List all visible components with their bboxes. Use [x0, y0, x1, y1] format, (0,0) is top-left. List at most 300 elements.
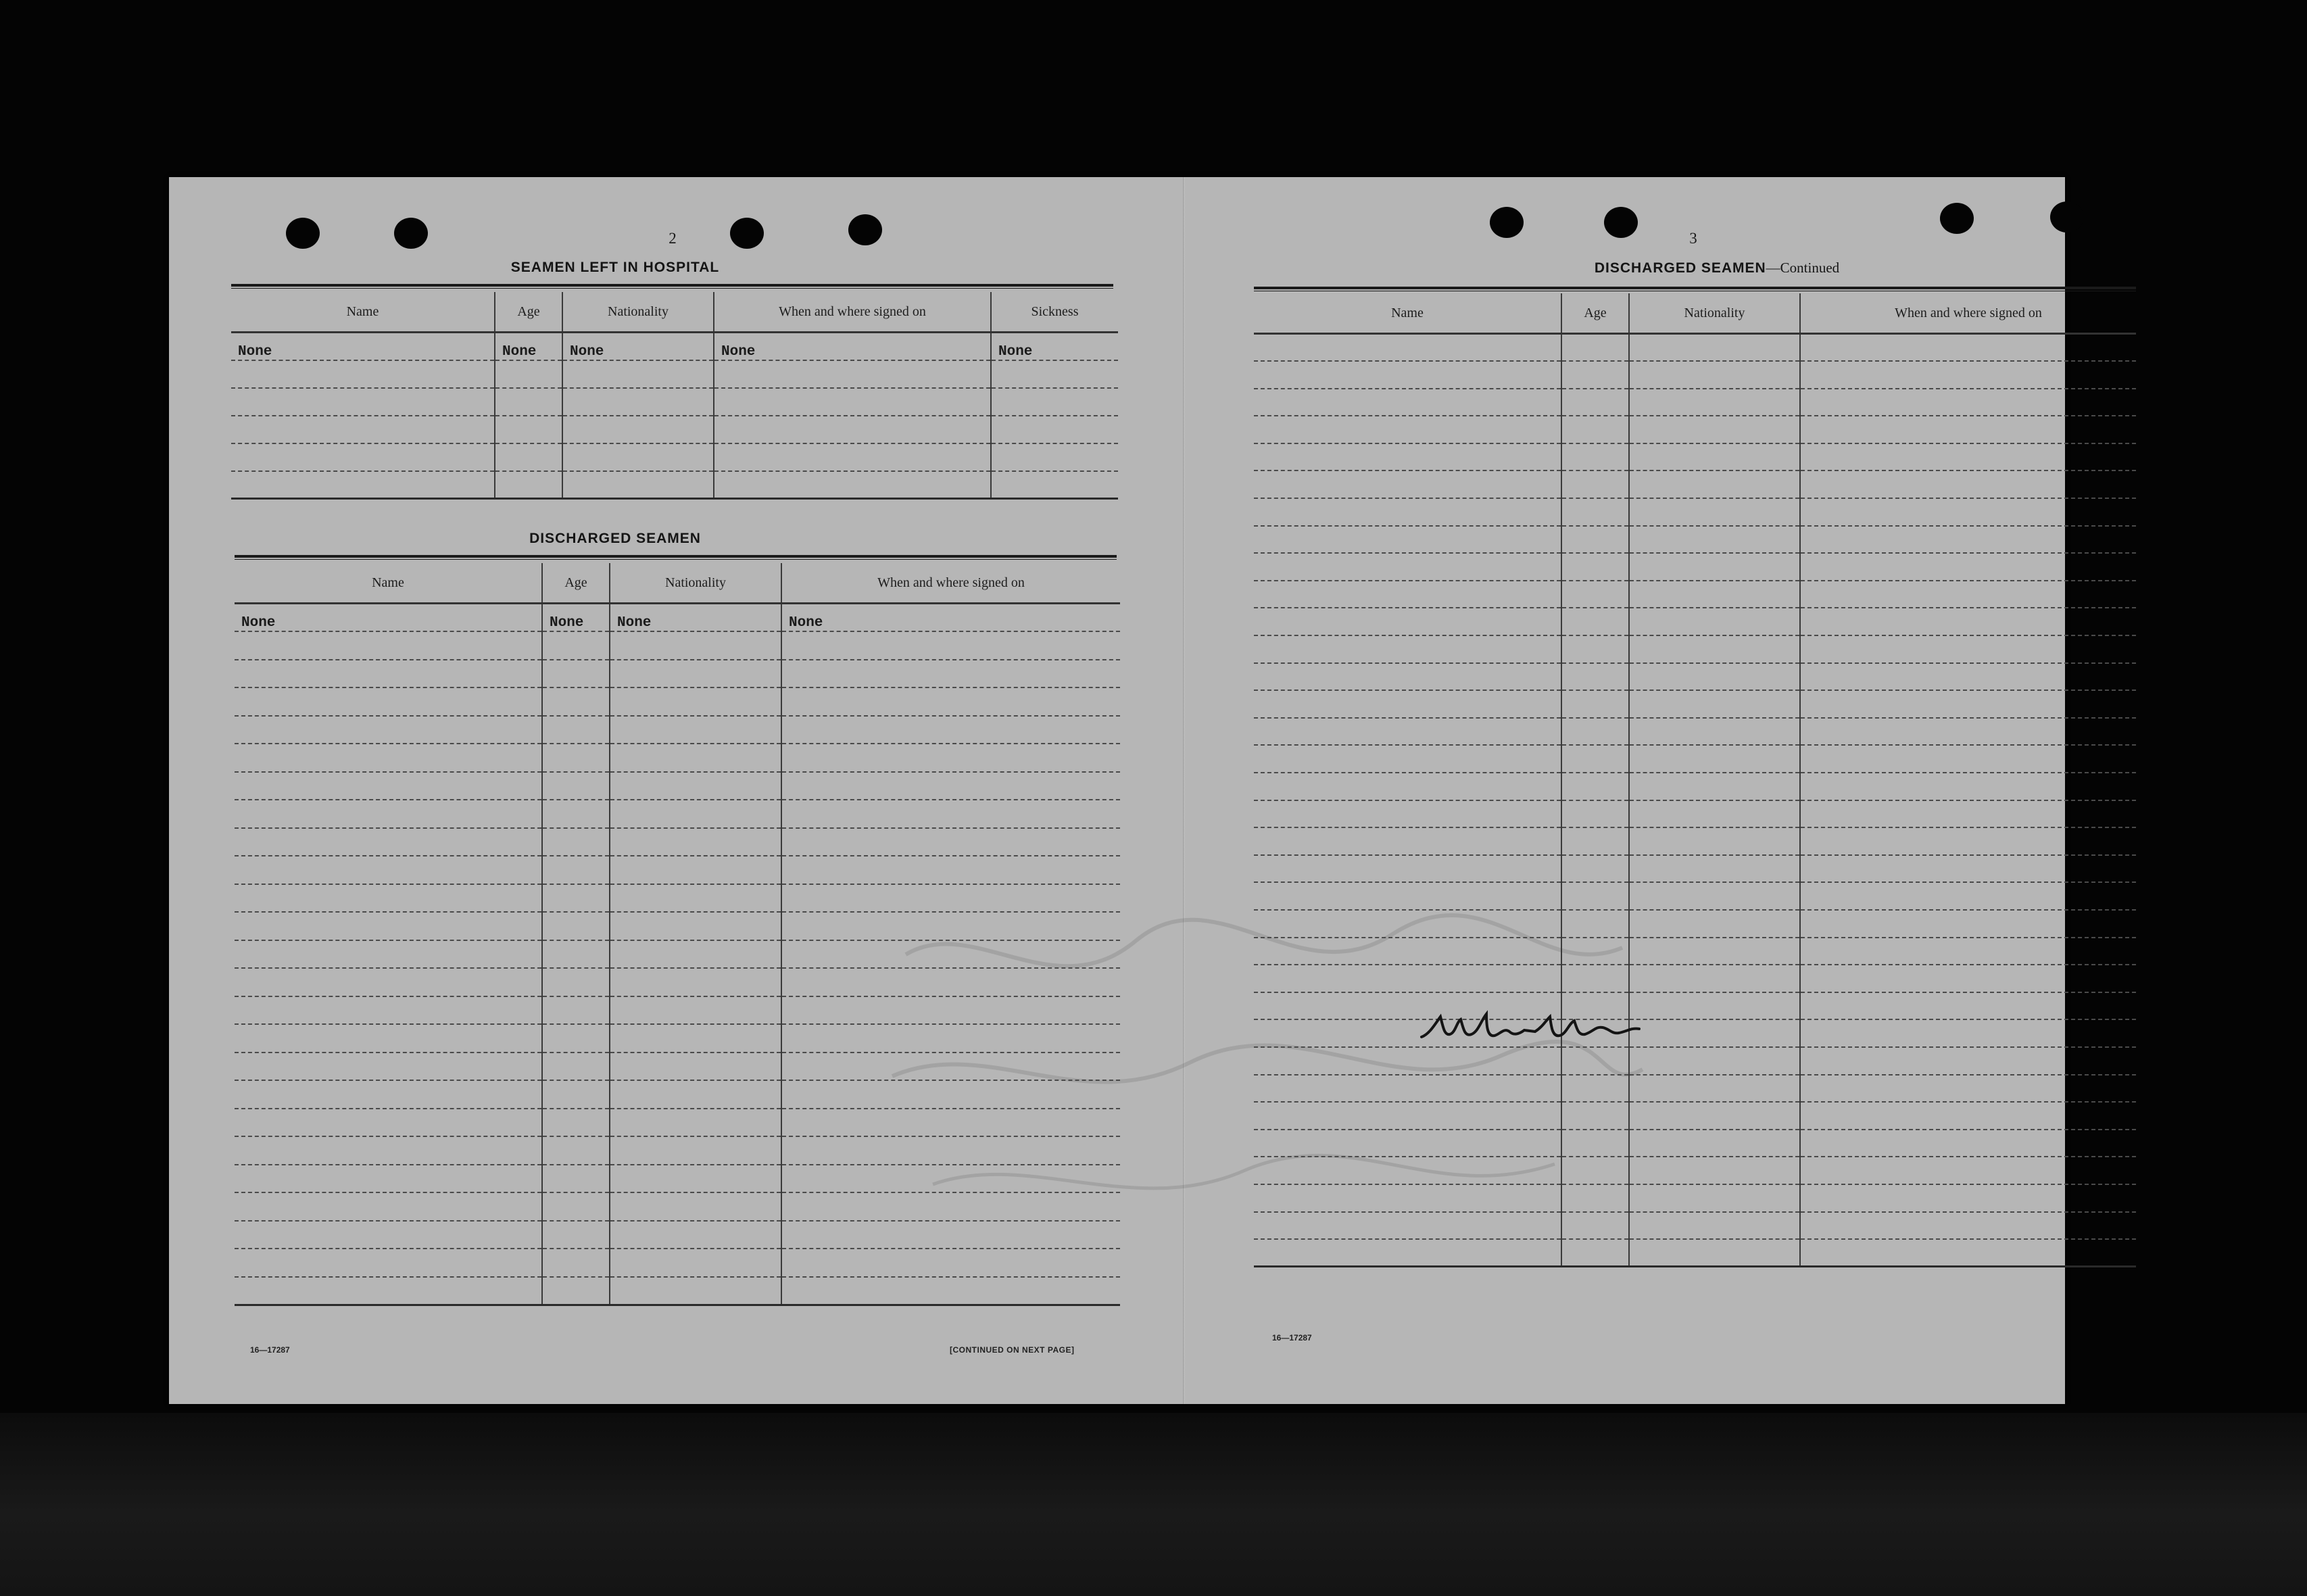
continued-cell: [1800, 1184, 2136, 1212]
continued-row: [1254, 498, 2136, 526]
discharged-cell: [610, 1080, 781, 1109]
punch-hole: [848, 214, 882, 245]
continued-row: [1254, 470, 2136, 498]
continued-cell: [1629, 690, 1800, 718]
hospital-cell: [714, 471, 991, 499]
continued-row: [1254, 992, 2136, 1020]
discharged-row: [235, 1221, 1120, 1249]
continued-cell: [1629, 361, 1800, 389]
discharged-cell: [610, 1109, 781, 1137]
continued-cell: [1800, 800, 2136, 828]
continued-cell: [1629, 910, 1800, 938]
hospital-cell: [495, 471, 562, 499]
continued-cell: [1629, 553, 1800, 581]
discharged-section-title: DISCHARGED SEAMEN: [529, 531, 701, 546]
continued-row: [1254, 608, 2136, 635]
discharged-cell: [235, 940, 542, 969]
continued-cell: [1254, 745, 1561, 773]
continued-cell: [1561, 773, 1629, 800]
continued-cell: [1254, 608, 1561, 635]
punch-hole: [286, 218, 320, 249]
continued-cell: [1800, 690, 2136, 718]
hospital-cell: [562, 443, 714, 471]
discharged-cell: [610, 687, 781, 716]
continued-cell: [1254, 526, 1561, 554]
hospital-table: [231, 292, 1118, 500]
continued-cell: [1254, 1184, 1561, 1212]
continued-cell: [1800, 416, 2136, 443]
continued-cell: [1800, 1130, 2136, 1157]
discharged-cell: [781, 1053, 1120, 1081]
discharged-cell: [542, 1080, 610, 1109]
continued-note: [CONTINUED ON NEXT PAGE]: [950, 1345, 1075, 1355]
continued-cell: [1561, 855, 1629, 883]
continued-cell: [1561, 581, 1629, 608]
continued-cell: [1800, 1157, 2136, 1184]
continued-row: [1254, 635, 2136, 663]
discharged-row: [235, 968, 1120, 996]
continued-section-title: [1453, 260, 1981, 276]
continued-cell: [1629, 1157, 1800, 1184]
hospital-cell: [495, 360, 562, 388]
hospital-cell: [714, 360, 991, 388]
continued-cell: [1629, 827, 1800, 855]
hospital-header: Nationality: [562, 292, 714, 333]
continued-cell: [1561, 718, 1629, 746]
continued-cell: [1254, 553, 1561, 581]
continued-cell: [1800, 1047, 2136, 1075]
continued-cell: [1629, 1075, 1800, 1103]
discharged-cell: [542, 1109, 610, 1137]
discharged-row: [235, 940, 1120, 969]
document-sheet: [169, 177, 2065, 1404]
discharged-row: [235, 1053, 1120, 1081]
discharged-cell: [542, 856, 610, 884]
discharged-cell: [610, 856, 781, 884]
continued-cell: [1254, 1157, 1561, 1184]
discharged-cell: [235, 1024, 542, 1053]
continued-cell: [1561, 608, 1629, 635]
continued-cell: [1561, 334, 1629, 362]
discharged-cell: None: [235, 604, 542, 632]
continued-row: [1254, 965, 2136, 992]
continued-cell: [1254, 663, 1561, 691]
continued-cell: [1629, 773, 1800, 800]
discharged-cell: [781, 1249, 1120, 1277]
continued-cell: [1629, 800, 1800, 828]
continued-cell: [1561, 910, 1629, 938]
continued-cell: [1629, 498, 1800, 526]
continued-cell: [1800, 965, 2136, 992]
continued-top-rule: [1254, 287, 2136, 291]
hospital-cell: [562, 388, 714, 416]
discharged-cell: [781, 1024, 1120, 1053]
continued-cell: [1561, 416, 1629, 443]
continued-row: [1254, 526, 2136, 554]
continued-row: [1254, 1075, 2136, 1103]
continued-row: [1254, 1130, 2136, 1157]
discharged-cell: [781, 1165, 1120, 1193]
continued-cell: [1561, 800, 1629, 828]
continued-cell: [1629, 1212, 1800, 1240]
continued-cell: [1629, 1130, 1800, 1157]
hospital-cell: [231, 471, 495, 499]
continued-row: [1254, 938, 2136, 965]
discharged-cell: [235, 996, 542, 1025]
discharged-cell: [542, 772, 610, 800]
discharged-cell: [235, 912, 542, 940]
discharged-cell: [235, 1136, 542, 1165]
continued-row: [1254, 663, 2136, 691]
continued-cell: [1629, 1184, 1800, 1212]
continued-cell: [1561, 663, 1629, 691]
continued-cell: [1800, 1212, 2136, 1240]
continued-cell: [1254, 1212, 1561, 1240]
continued-row: [1254, 581, 2136, 608]
continued-cell: [1561, 526, 1629, 554]
punch-hole: [1490, 207, 1524, 238]
hospital-cell: [562, 471, 714, 499]
continued-cell: [1254, 498, 1561, 526]
continued-cell: [1629, 1102, 1800, 1130]
continued-cell: [1561, 470, 1629, 498]
discharged-header: Name: [235, 563, 542, 604]
discharged-cell: [781, 660, 1120, 688]
discharged-cell: [610, 1053, 781, 1081]
discharged-cell: [235, 716, 542, 744]
continued-cell: [1629, 526, 1800, 554]
continued-row: [1254, 910, 2136, 938]
continued-cell: [1800, 773, 2136, 800]
discharged-cell: [542, 1024, 610, 1053]
discharged-cell: [542, 828, 610, 856]
discharged-cell: [542, 1165, 610, 1193]
continued-title-main: DISCHARGED SEAMEN: [1594, 260, 1766, 276]
discharged-row: [235, 716, 1120, 744]
continued-cell: [1254, 470, 1561, 498]
discharged-row: [235, 1277, 1120, 1305]
discharged-row: [235, 1136, 1120, 1165]
continued-cell: [1561, 938, 1629, 965]
continued-cell: [1254, 827, 1561, 855]
discharged-cell: [610, 828, 781, 856]
discharged-cell: [610, 940, 781, 969]
continued-cell: [1254, 581, 1561, 608]
continued-cell: [1254, 1130, 1561, 1157]
continued-cell: [1561, 745, 1629, 773]
hospital-row: [231, 333, 1118, 360]
discharged-row: [235, 604, 1120, 632]
discharged-cell: [542, 687, 610, 716]
discharged-header: Nationality: [610, 563, 781, 604]
hospital-row: [231, 388, 1118, 416]
continued-cell: [1561, 635, 1629, 663]
continued-cell: [1561, 498, 1629, 526]
discharged-cell: [610, 884, 781, 913]
punch-hole: [1604, 207, 1638, 238]
continued-cell: [1800, 1075, 2136, 1103]
continued-header: When and where signed on: [1800, 293, 2136, 334]
continued-header: Nationality: [1629, 293, 1800, 334]
discharged-cell: [610, 631, 781, 660]
page-number-left: 2: [669, 230, 677, 247]
continued-row: [1254, 745, 2136, 773]
hospital-cell: None: [562, 333, 714, 360]
discharged-cell: [781, 884, 1120, 913]
continued-cell: [1254, 690, 1561, 718]
discharged-cell: [542, 631, 610, 660]
discharged-cell: [235, 1109, 542, 1137]
hospital-row: [231, 416, 1118, 443]
discharged-cell: [542, 968, 610, 996]
continued-cell: [1800, 745, 2136, 773]
discharged-row: [235, 1165, 1120, 1193]
discharged-cell: [235, 631, 542, 660]
discharged-cell: [235, 1080, 542, 1109]
continued-cell: [1629, 938, 1800, 965]
form-code-right: 16—17287: [1272, 1333, 1312, 1343]
continued-row: [1254, 1157, 2136, 1184]
discharged-cell: [781, 1277, 1120, 1305]
discharged-row: [235, 772, 1120, 800]
continued-row: [1254, 1102, 2136, 1130]
discharged-cell: [235, 1165, 542, 1193]
continued-cell: [1800, 635, 2136, 663]
discharged-cell: [542, 1249, 610, 1277]
continued-cell: [1561, 1047, 1629, 1075]
discharged-row: [235, 828, 1120, 856]
discharged-cell: [235, 660, 542, 688]
hospital-cell: [562, 360, 714, 388]
discharged-cell: [781, 716, 1120, 744]
discharged-cell: [610, 744, 781, 772]
continued-cell: [1629, 718, 1800, 746]
continued-cell: [1800, 608, 2136, 635]
hospital-cell: [991, 471, 1118, 499]
continued-cell: [1561, 361, 1629, 389]
continued-cell: [1629, 882, 1800, 910]
hospital-row: [231, 443, 1118, 471]
discharged-cell: [542, 716, 610, 744]
hospital-cell: [991, 360, 1118, 388]
discharged-cell: [610, 1024, 781, 1053]
continued-cell: [1629, 334, 1800, 362]
continued-cell: [1629, 416, 1800, 443]
discharged-row: [235, 884, 1120, 913]
discharged-cell: [781, 856, 1120, 884]
hospital-cell: [231, 360, 495, 388]
continued-cell: [1800, 553, 2136, 581]
discharged-row: [235, 912, 1120, 940]
continued-table: [1254, 293, 2136, 1267]
hospital-cell: [495, 443, 562, 471]
continued-row: [1254, 334, 2136, 362]
continued-cell: [1561, 1157, 1629, 1184]
continued-cell: [1254, 334, 1561, 362]
continued-cell: [1629, 581, 1800, 608]
hospital-cell: [231, 388, 495, 416]
continued-cell: [1561, 827, 1629, 855]
continued-cell: [1254, 361, 1561, 389]
discharged-cell: [542, 1136, 610, 1165]
continued-cell: [1561, 965, 1629, 992]
continued-row: [1254, 1047, 2136, 1075]
discharged-cell: [781, 968, 1120, 996]
discharged-row: [235, 631, 1120, 660]
discharged-cell: [781, 1192, 1120, 1221]
continued-cell: [1561, 1075, 1629, 1103]
discharged-cell: None: [610, 604, 781, 632]
continued-row: [1254, 1239, 2136, 1267]
discharged-header: Age: [542, 563, 610, 604]
punch-hole: [730, 218, 764, 249]
hospital-cell: [231, 416, 495, 443]
discharged-cell: [610, 1277, 781, 1305]
discharged-cell: [542, 800, 610, 828]
continued-cell: [1561, 389, 1629, 416]
discharged-table: [235, 563, 1120, 1306]
discharged-cell: [235, 1192, 542, 1221]
continued-cell: [1561, 553, 1629, 581]
discharged-cell: [542, 1192, 610, 1221]
continued-cell: [1254, 1102, 1561, 1130]
discharged-cell: [781, 1221, 1120, 1249]
hospital-cell: [991, 443, 1118, 471]
discharged-cell: [610, 996, 781, 1025]
continued-cell: [1800, 663, 2136, 691]
continued-cell: [1800, 1019, 2136, 1047]
continued-cell: [1254, 443, 1561, 471]
continued-cell: [1629, 1019, 1800, 1047]
continued-row: [1254, 1019, 2136, 1047]
continued-cell: [1800, 855, 2136, 883]
discharged-cell: [542, 940, 610, 969]
continued-row: [1254, 800, 2136, 828]
discharged-cell: [235, 1277, 542, 1305]
discharged-row: [235, 1080, 1120, 1109]
continued-row: [1254, 690, 2136, 718]
discharged-top-rule: [235, 555, 1117, 560]
continued-cell: [1800, 938, 2136, 965]
discharged-row: [235, 1024, 1120, 1053]
continued-cell: [1629, 965, 1800, 992]
continued-row: [1254, 416, 2136, 443]
continued-cell: [1254, 1075, 1561, 1103]
hospital-header: Age: [495, 292, 562, 333]
hospital-cell: [231, 443, 495, 471]
discharged-cell: [610, 660, 781, 688]
discharged-cell: [542, 996, 610, 1025]
continued-cell: [1254, 416, 1561, 443]
punch-hole: [2050, 201, 2084, 233]
continued-cell: [1629, 1239, 1800, 1267]
discharged-row: [235, 800, 1120, 828]
hospital-header: Name: [231, 292, 495, 333]
discharged-cell: [781, 687, 1120, 716]
hospital-cell: [562, 416, 714, 443]
continued-cell: [1629, 608, 1800, 635]
page-number-right: 3: [1689, 230, 1697, 247]
continued-title-suffix: —Continued: [1766, 260, 1840, 276]
continued-row: [1254, 1184, 2136, 1212]
continued-cell: [1800, 882, 2136, 910]
continued-cell: [1629, 855, 1800, 883]
continued-cell: [1800, 1102, 2136, 1130]
discharged-cell: [235, 968, 542, 996]
continued-cell: [1800, 1239, 2136, 1267]
hospital-cell: [714, 388, 991, 416]
discharged-row: [235, 996, 1120, 1025]
discharged-cell: None: [542, 604, 610, 632]
hospital-cell: None: [231, 333, 495, 360]
continued-cell: [1254, 882, 1561, 910]
discharged-cell: [610, 1221, 781, 1249]
continued-cell: [1254, 800, 1561, 828]
continued-cell: [1629, 992, 1800, 1020]
continued-cell: [1629, 635, 1800, 663]
continued-row: [1254, 827, 2136, 855]
discharged-cell: [235, 800, 542, 828]
punch-hole: [1940, 203, 1974, 234]
hospital-top-rule: [231, 284, 1113, 289]
continued-cell: [1629, 663, 1800, 691]
discharged-row: [235, 1192, 1120, 1221]
discharged-cell: [781, 1136, 1120, 1165]
discharged-cell: [542, 1277, 610, 1305]
continued-row: [1254, 361, 2136, 389]
discharged-cell: [610, 772, 781, 800]
hospital-row: [231, 471, 1118, 499]
continued-cell: [1800, 389, 2136, 416]
discharged-row: [235, 856, 1120, 884]
continued-row: [1254, 855, 2136, 883]
hospital-section-title: SEAMEN LEFT IN HOSPITAL: [510, 260, 720, 275]
hospital-cell: [714, 443, 991, 471]
continued-cell: [1800, 526, 2136, 554]
continued-cell: [1800, 498, 2136, 526]
continued-cell: [1800, 334, 2136, 362]
continued-cell: [1800, 470, 2136, 498]
continued-cell: [1629, 443, 1800, 471]
continued-cell: [1800, 718, 2136, 746]
continued-cell: [1629, 1047, 1800, 1075]
discharged-cell: [235, 884, 542, 913]
continued-row: [1254, 1212, 2136, 1240]
background-haze: [0, 1413, 2307, 1596]
discharged-cell: [235, 1053, 542, 1081]
continued-cell: [1629, 745, 1800, 773]
discharged-cell: [542, 884, 610, 913]
continued-cell: [1800, 443, 2136, 471]
continued-cell: [1800, 992, 2136, 1020]
discharged-cell: [542, 1221, 610, 1249]
continued-cell: [1800, 361, 2136, 389]
continued-cell: [1254, 1047, 1561, 1075]
discharged-cell: [781, 744, 1120, 772]
hospital-header: When and where signed on: [714, 292, 991, 333]
discharged-cell: [610, 716, 781, 744]
discharged-cell: [542, 912, 610, 940]
discharged-row: [235, 687, 1120, 716]
discharged-cell: [781, 828, 1120, 856]
discharged-cell: [781, 1109, 1120, 1137]
hospital-cell: None: [714, 333, 991, 360]
discharged-cell: [542, 744, 610, 772]
hospital-cell: [714, 416, 991, 443]
discharged-cell: [781, 631, 1120, 660]
continued-row: [1254, 718, 2136, 746]
discharged-row: [235, 660, 1120, 688]
